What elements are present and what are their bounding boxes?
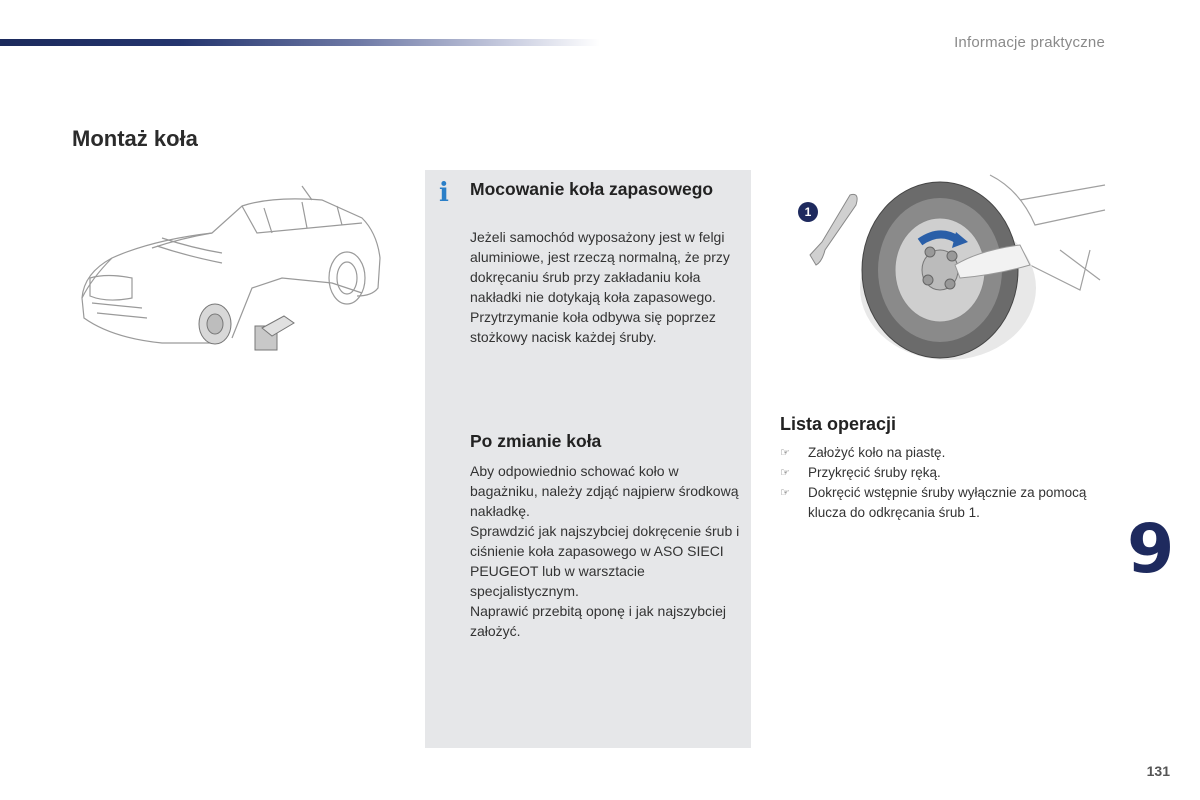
- operations-title: Lista operacji: [780, 414, 897, 434]
- after-change-line: Sprawdzić jak najszybciej dokręcenie śrub i ciśnienie koła zapasowego w ASO SIECI PEUGEOT lub w warsztacie specjalistycznym.: [470, 523, 740, 599]
- info-icon: i: [439, 178, 449, 208]
- car-on-jack-illustration: [72, 178, 392, 368]
- info-panel-text: Jeżeli samochód wyposażony jest w felgi aluminiowe, jest rzeczą normalną, że przy dokręcaniu śrub przy zakładaniu koła nakładki nie dotykają koła zapasowego. Przytrzymanie koła odbywa się poprzez stożkowy nacisk każdej śruby.: [470, 229, 730, 345]
- operations-list: [780, 443, 1090, 523]
- pointing-hand-icon: ☞: [780, 447, 790, 459]
- chapter-number: 9: [1127, 510, 1175, 589]
- after-change-line: Naprawić przebitą oponę i jak najszybciej założyć.: [470, 603, 727, 639]
- wheel-mounting-illustration: [780, 170, 1110, 370]
- list-item: ☞ Przykręcić śruby ręką.: [780, 463, 1090, 483]
- list-item: ☞ Dokręcić wstępnie śruby wyłącznie za pomocą klucza do odkręcania śrub 1.: [780, 485, 1087, 520]
- after-change-title: Po zmianie koła: [470, 431, 602, 451]
- after-change-line: Aby odpowiednio schować koło w bagażniku, należy zdjąć najpierw środkową nakładkę.: [470, 463, 739, 519]
- page-title: Montaż koła: [72, 126, 198, 151]
- header-gradient-bar: [0, 39, 600, 46]
- section-header: Informacje praktyczne: [954, 34, 1105, 51]
- pointing-hand-icon: ☞: [780, 467, 790, 479]
- after-change-text: [470, 461, 745, 641]
- info-panel-title: Mocowanie koła zapasowego: [470, 179, 714, 199]
- callout-number: 1: [804, 205, 812, 219]
- list-item: ☞ Założyć koło na piastę.: [780, 443, 1090, 463]
- pointing-hand-icon: ☞: [780, 487, 790, 499]
- page-number: 131: [1146, 763, 1170, 779]
- info-panel: [425, 170, 751, 748]
